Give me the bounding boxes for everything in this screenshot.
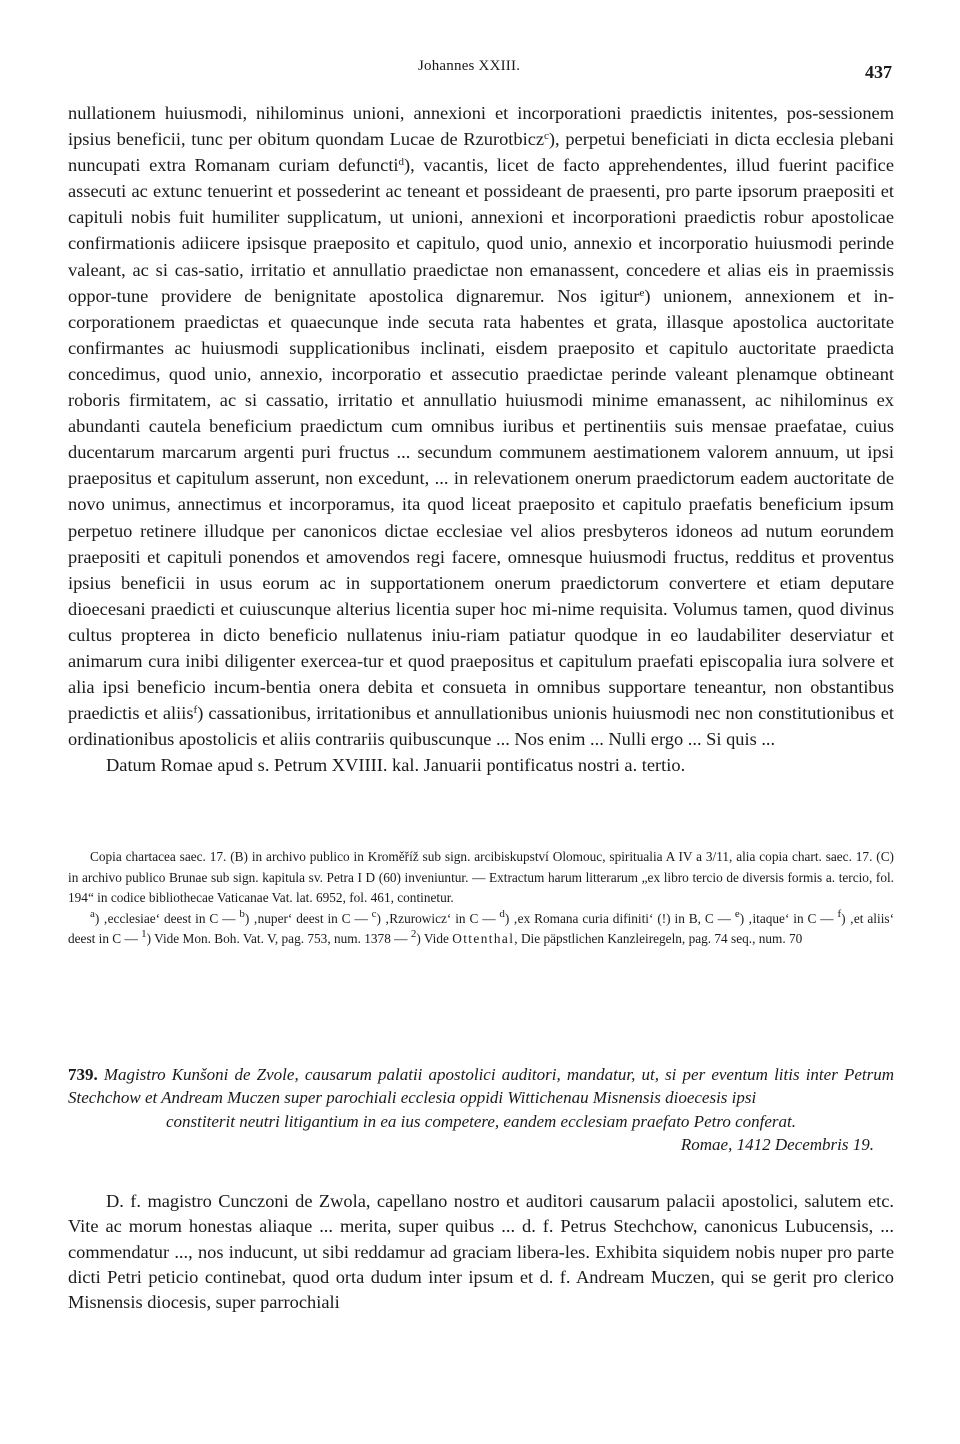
text-run: ) cassationibus, irritationibus et annullationibus unionis huiusmodi nec non constitutionibus et ordinationibus apostolicis et aliis contrariis quibuscunque ... Nos enim ... Nulli ergo ... Si quis ... (68, 703, 895, 750)
page-number: 437 (865, 62, 892, 82)
variant-text: ) ‚ex Romana curia difiniti‘ (!) in B, C — (504, 910, 735, 926)
variant-text: ) Vide (416, 931, 453, 947)
footnote-marker: e (639, 286, 645, 299)
document-number: 739. (68, 1065, 98, 1084)
text-run: ) unionem, annexionem et in-corporationem praedictas et quaecunque inde secuta rata habentes et grata, illasque apostolica auctoritate confirmantes ac huiusmodi supplicationibus inclinati, eisdem praeposito et capitulo auctoritate praedicta concedimus, quod unio, annexio, incorporatio et assecutio praedictae perinde valeant plenamque obtineant roboris firmitatem, ac si cassatio, irritatio et annullatio huiusmodi minime emanassent, ac nihilominus ex abundanti cautela beneficium praedictum cum omnibus iuribus et pertinentiis suis mensae praefatae, cuius ducentarum marcarum argenti puri fructus ... secundum communem aestimationem valorem annuum, ut ipsi praepositus et capitulum asserunt, non excedunt, ... in relevationem onerum praedictorum eadem auctoritate de novo unimus, annectimus et incorporamus, ita quod liceat praeposito et capitulo praefatis beneficium ipsum perpetuo retinere illudque per canonicos dictae ecclesiae vel alios presbyteros idoneos ad nutum eorundem praepositi et capituli ponendos et amovendos regi facere, omnesque huiusmodi fructus, redditus et proventus ipsius beneficii in usus eorum ac in supportationem onerum praedictorum convertere et etiam deputare dioecesani praedicti et cuiuscunque alterius licentia super hoc mi-nime requisita. Volumus tamen, quod divinus cultus propterea in dicto beneficio nullatenus iniu-riam patiatur quodque in eo laudabiliter deserviatur et animarum cura inibi diligenter exercea-tur et quod praepositus et capitulum praefati episcopalia iura solvere et alia ipsi beneficio incum-bentia onera debita et consueta in omnibus supportare teneantur, non obstantibus praedictis et aliis (68, 285, 894, 724)
document-text (68, 1189, 894, 1315)
note-marker: f (837, 907, 842, 920)
note-marker: b (239, 907, 245, 920)
note-marker: 1 (141, 928, 147, 941)
main-text (68, 100, 894, 778)
regest-summary-end: constiterit neutri litigantium in ea ius competere, eandem ecclesiam praefato Petro conferat. (166, 1111, 796, 1131)
footnote-marker: d (398, 156, 405, 169)
variant-notes (68, 909, 894, 950)
variant-text: ) ‚et aliis‘ deest in C — (68, 910, 894, 947)
apparatus-notes (68, 847, 894, 950)
author-name: Ottenthal (452, 931, 515, 947)
variant-text: ) ‚ecclesiae‘ deest in C — (94, 910, 240, 926)
note-marker: e (734, 907, 740, 920)
regest-text: Magistro Kunšoni de Zvole, causarum palatii apostolici auditori, mandatur, ut, si per eventum litis inter Petrum Stechchow et Andream Muczen super parochiali ecclesia oppidi Wittichenau Misnensis dioecesis ipsi (68, 1065, 894, 1108)
variant-text: ) ‚itaque‘ in C — (739, 910, 838, 926)
note-marker: a (90, 907, 95, 920)
regest-heading (68, 1063, 894, 1157)
variant-text: ) ‚Rzurowicz‘ in C — (376, 910, 500, 926)
main-paragraph (68, 100, 894, 752)
note-marker: c (371, 907, 377, 920)
source-note: Copia chartacea saec. 17. (B) in archivo publico in Kroměříž sub sign. arcibiskupství Olomouc, spiritualia A IV a 3/11, alia copia chart. saec. 17. (C) in archivo publico Brunae sub sign. kapitula sv. Petra I D (60) inveniuntur. — Extractum harum litterarum „ex libro tercio de diversis formis a. tercio, fol. 194“ in codice bibliothecae Vaticanae Vat. lat. 6952, fol. 461, continetur. (68, 849, 894, 906)
footnote-marker: c (544, 130, 549, 143)
footnote-marker: f (193, 704, 198, 717)
variant-text: , Die päpstlichen Kanzleiregeln, pag. 74 seq., num. 70 (514, 931, 803, 947)
note-marker: 2 (410, 928, 417, 941)
datum-line: Datum Romae apud s. Petrum XVIIII. kal. Januarii pontificatus nostri a. tertio. (106, 755, 686, 776)
regest-summary (68, 1063, 894, 1110)
regest-date: Romae, 1412 Decembris 19. (680, 1135, 874, 1155)
text-run: ), perpetui beneficiati in dicta ecclesia plebani nuncupati extra Romanam curiam defuncti (68, 129, 895, 176)
running-head (68, 58, 894, 82)
running-title: Johannes XXIII. (418, 58, 521, 74)
text-run: ), vacantis, licet de facto apprehendentes, illud fuerint pacifice assecuti ac extunc tenuerint et possederint ac teneant et possideant de praesenti, pro parte ipsorum praepositi et capituli nobis fuit humiliter supplicatum, ut unioni, annexioni et incorporationi praedictis robur apostolicae confirmationis adiicere ipsisque praeposito et capitulo, quod unio, annexio et incorporatio huiusmodi perinde valeant, ac si cas-satio, irritatio et annullatio praedictae non emanassent, concedere et alias eis in praemissis oppor-tune providere de benignitate apostolica dignaremur. Nos igitur (68, 155, 894, 306)
note-marker: d (499, 907, 505, 920)
variant-text: ) ‚nuper‘ deest in C — (244, 910, 372, 926)
text-run: nullationem huiusmodi, nihilominus unioni, annexioni et incorporationi praedictis initentes, pos-sessionem ipsius beneficii, tunc per obitum quondam Lucae de Rzurotbicz (68, 103, 894, 150)
document-paragraph: D. f. magistro Cunczoni de Zwola, capellano nostro et auditori causarum palacii apostolici, salutem etc. Vite ac morum honestas aliaque ... merita, super quibus ... d. f. Petrus Stechchow, canonicus Lubucensis, ... commendatur ..., nos inducunt, ut sibi reddamur ad graciam libera-les. Exhibita siquidem nobis nuper pro parte dicti Petri peticio continebat, quod orta dudum inter ipsum et d. f. Andream Muczen, qui se gerit pro clerico Misnensis diocesis, super parrochiali (68, 1191, 894, 1313)
variant-text: ) Vide Mon. Boh. Vat. V, pag. 753, num. 1378 — (146, 931, 411, 947)
